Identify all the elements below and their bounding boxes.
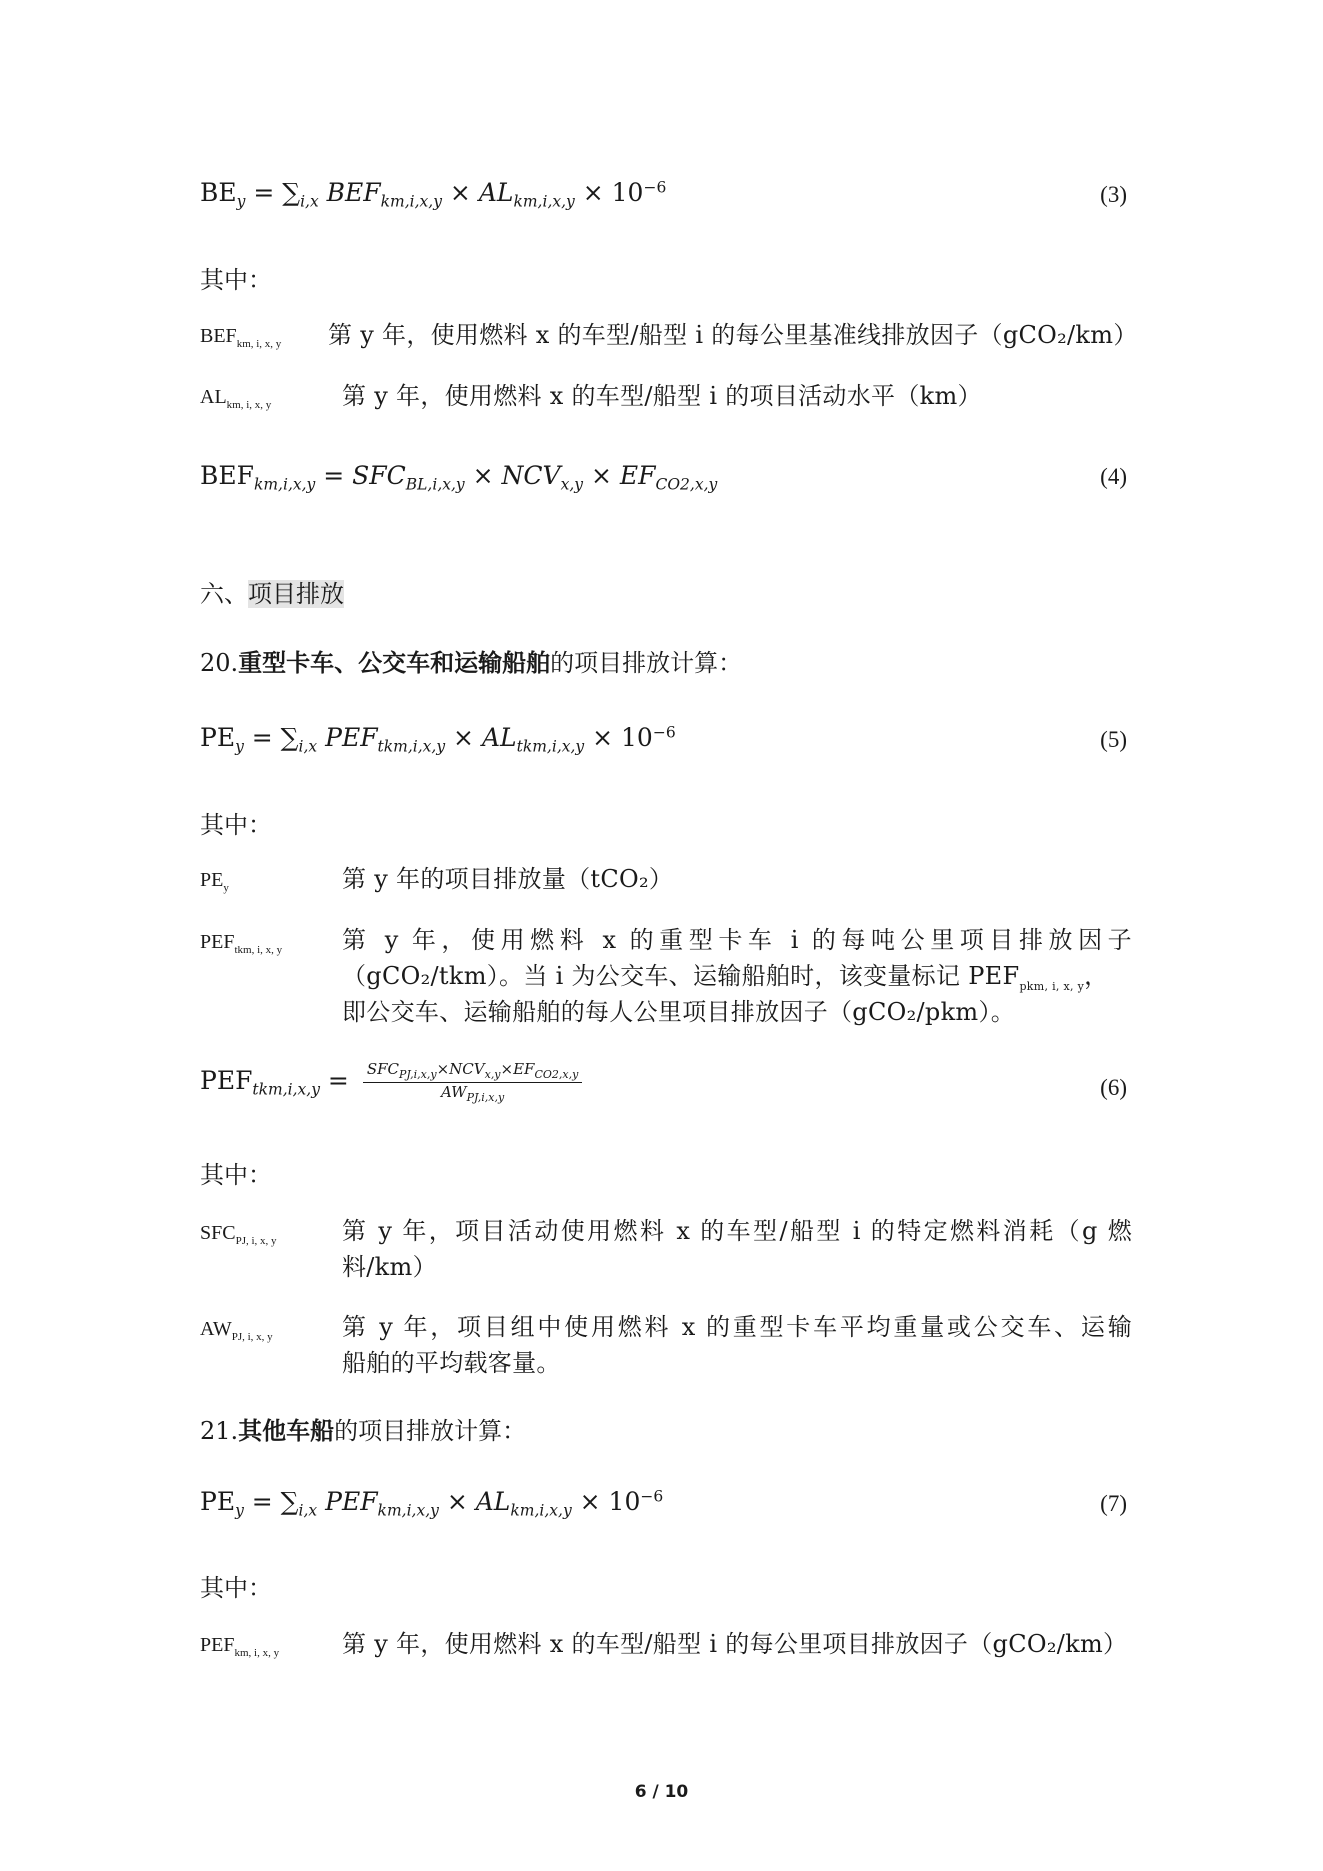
fraction: $\frac{SFC_{PJ,i,x,y}\times NCV_{x,y}\times EF_{CO2,x,y}}{AW_{PJ,i,x,y}}$ [363,1062,583,1103]
where-label: 其中： [200,1574,272,1602]
where-label: 其中： [200,266,272,294]
page-number: 6 / 10 [634,1782,689,1802]
equation-5-number: (5) [1100,727,1127,752]
symbol-pe: $PE_y$ [200,869,229,894]
definition-aw-line-1: 第 y 年，项目组中使用燃料 x 的重型卡车平均重量或公交车、运输 [342,1313,1132,1341]
equation-4-number: (4) [1100,464,1127,489]
where-label: 其中： [200,811,272,839]
symbol-pef-km: $PEF_{km, i, x, y}$ [200,1634,280,1659]
equation-7: $PE_y = \sum_{i,x}$ $PEF_{km,i,x,y} \times AL_{km,i,x,y} \times 10^{-6}$ [200,1487,664,1520]
item-20: 20.重型卡车、公交车和运输船舶的项目排放计算： [200,648,743,677]
definition-sfc-line-2: 料/km） [342,1253,437,1281]
definition-bef: 第 y 年，使用燃料 x 的车型/船型 i 的每公里基准线排放因子（gCO₂/km） [328,321,1138,349]
definition-pef-line-3: 即公交车、运输船舶的每人公里项目排放因子（gCO₂/pkm）。 [342,998,1016,1026]
symbol-sfc: $SFC_{PJ, i, x, y}$ [200,1222,277,1247]
equation-5: $PE_y = \sum_{i,x}$ $PEF_{tkm,i,x,y} \times AL_{tkm,i,x,y} \times 10^{-6}$ [200,723,676,756]
equation-6: $PEF_{tkm,i,x,y}$ = $\frac{SFC_{PJ,i,x,y}\times NCV_{x,y}\times EF_{CO2,x,y}}{AW_{PJ,i,x,y}}$ [200,1062,582,1103]
equation-6-number: (6) [1100,1075,1127,1100]
equation-7-number: (7) [1100,1491,1127,1516]
definition-sfc-line-1: 第 y 年，项目活动使用燃料 x 的车型/船型 i 的特定燃料消耗（g 燃 [342,1217,1132,1245]
definition-aw-line-2: 船舶的平均载客量。 [342,1349,561,1377]
equation-4: $BEF_{km,i,x,y} = SFC_{BL,i,x,y} \times NCV_{x,y} \times EF_{CO2,x,y}$ [200,461,718,494]
symbol-pef-tkm: $PEF_{tkm, i, x, y}$ [200,931,283,956]
definition-pef-line-2: （gCO₂/tkm）。当 i 为公交车、运输船舶时，该变量标记 $PEF_{pkm, i, x, y}$， [342,962,1109,993]
item-21: 21.其他车船的项目排放计算： [200,1416,527,1445]
definition-al: 第 y 年，使用燃料 x 的车型/船型 i 的项目活动水平（km） [342,382,982,410]
equation-3: $BE_y = \sum_{i,x}$ $BEF_{km,i,x,y} \times AL_{km,i,x,y} \times 10^{-6}$ [200,178,667,211]
definition-pef-line-1: 第 y 年，使用燃料 x 的重型卡车 i 的每吨公里项目排放因子 [342,926,1132,954]
where-label: 其中： [200,1161,272,1189]
definition-pe: 第 y 年的项目排放量（tCO₂） [342,865,674,893]
section-heading: 六、项目排放 [200,580,344,608]
equation-3-number: (3) [1100,182,1127,207]
symbol-al: $AL_{km, i, x, y}$ [200,386,272,411]
definition-pef-km: 第 y 年，使用燃料 x 的车型/船型 i 的每公里项目排放因子（gCO₂/km） [342,1630,1128,1658]
symbol-aw: $AW_{PJ, i, x, y}$ [200,1318,273,1343]
symbol-bef: $BEF_{km, i, x, y}$ [200,325,282,350]
